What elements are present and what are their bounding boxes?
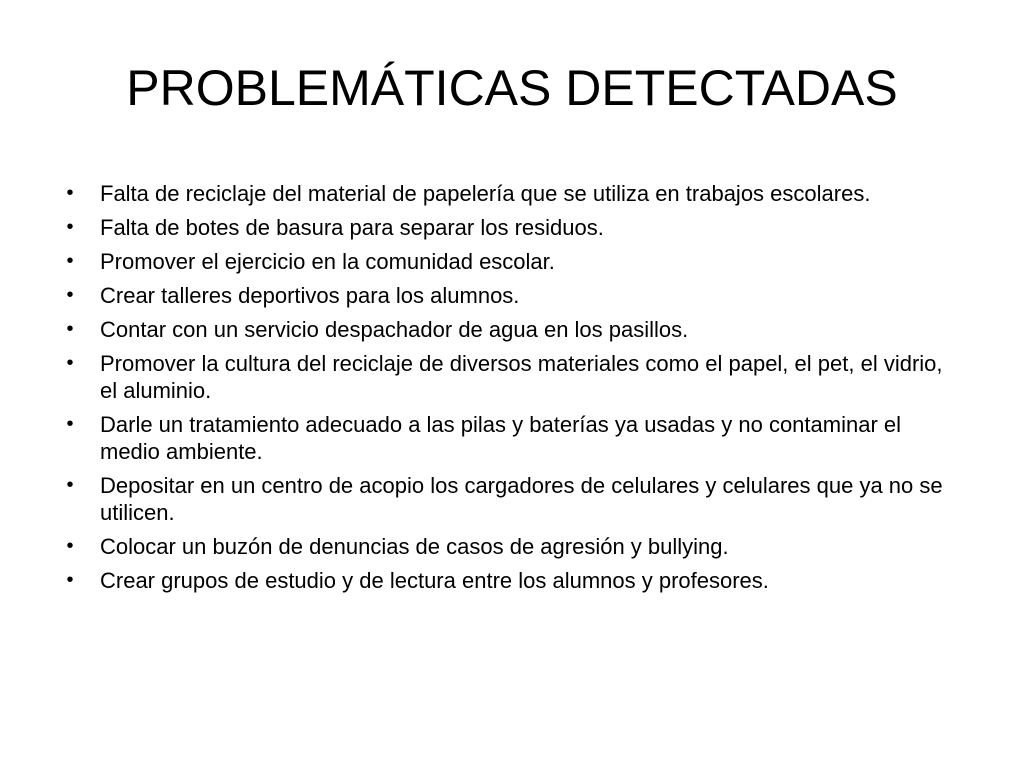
list-item <box>60 411 960 465</box>
list-item <box>60 180 960 207</box>
bullet-icon: • <box>66 474 74 496</box>
bullet-icon: • <box>66 569 74 591</box>
bullet-icon: • <box>66 535 74 557</box>
bullet-icon: • <box>66 250 74 272</box>
list-item <box>60 214 960 241</box>
bullet-list <box>60 180 960 601</box>
list-item-text: Crear talleres deportivos para los alumnos. <box>100 283 520 308</box>
list-item <box>60 350 960 404</box>
bullet-icon: • <box>66 284 74 306</box>
list-item <box>60 472 960 526</box>
list-item <box>60 316 960 343</box>
bullet-icon: • <box>66 182 74 204</box>
list-item-text: Darle un tratamiento adecuado a las pilas y baterías ya usadas y no contaminar el medio ambiente. <box>100 412 902 464</box>
bullet-icon: • <box>66 216 74 238</box>
slide-title: PROBLEMÁTICAS DETECTADAS <box>126 60 898 116</box>
list-item <box>60 248 960 275</box>
list-item-text: Falta de reciclaje del material de papelería que se utiliza en trabajos escolares. <box>100 181 871 206</box>
list-item-text: Depositar en un centro de acopio los cargadores de celulares y celulares que ya no se utilicen. <box>100 473 943 525</box>
list-item-text: Contar con un servicio despachador de agua en los pasillos. <box>100 317 689 342</box>
list-item <box>60 567 960 594</box>
list-item-text: Colocar un buzón de denuncias de casos de agresión y bullying. <box>100 534 729 559</box>
list-item <box>60 282 960 309</box>
bullet-icon: • <box>66 352 74 374</box>
bullet-icon: • <box>66 413 74 435</box>
bullet-icon: • <box>66 318 74 340</box>
list-item-text: Crear grupos de estudio y de lectura entre los alumnos y profesores. <box>100 568 769 593</box>
list-item-text: Promover la cultura del reciclaje de diversos materiales como el papel, el pet, el vidrio, el aluminio. <box>100 351 943 403</box>
list-item <box>60 533 960 560</box>
list-item-text: Falta de botes de basura para separar los residuos. <box>100 215 604 240</box>
list-item-text: Promover el ejercicio en la comunidad escolar. <box>100 249 555 274</box>
